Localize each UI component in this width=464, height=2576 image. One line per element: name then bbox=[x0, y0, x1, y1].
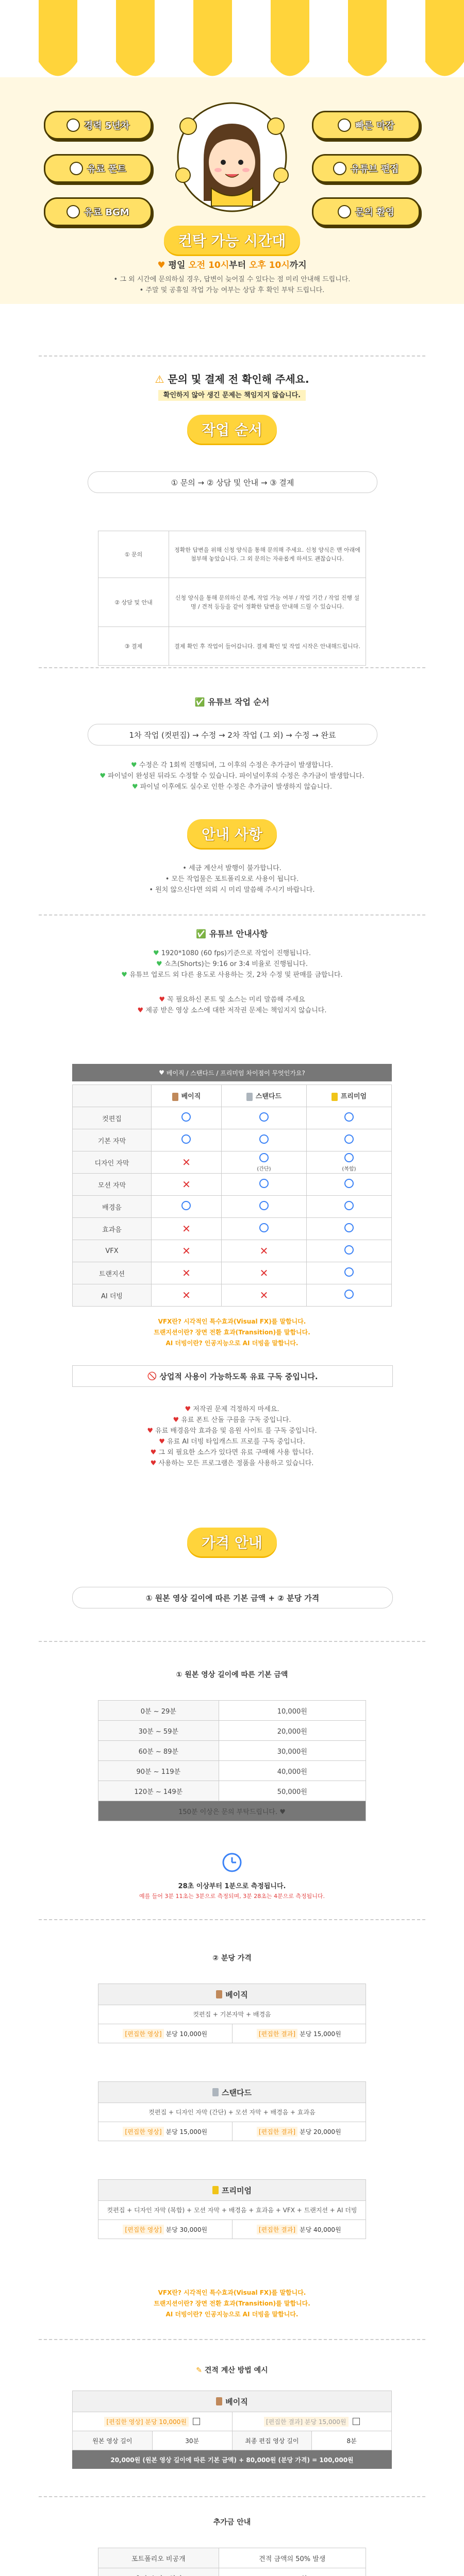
heart-icon: ♥ bbox=[159, 1069, 167, 1076]
circle-o-icon bbox=[344, 1179, 354, 1188]
circle-o-icon bbox=[344, 1223, 354, 1232]
check-icon: ✅ bbox=[194, 697, 205, 707]
heart-icon: ♥ bbox=[132, 783, 138, 791]
heart-icon: ♥ bbox=[150, 1460, 157, 1467]
awning-header bbox=[0, 0, 464, 88]
silver-medal-icon bbox=[246, 1093, 253, 1101]
pill-career: 경력 5년차 bbox=[44, 111, 152, 140]
hero-left-pills bbox=[44, 111, 152, 241]
commercial-lines: ♥ 저작권 문제 걱정하지 마세요. ♥ 유료 폰트 산돌 구름을 구독 중입니다. ♥ 유료 배경음악 효과음 및 음원 사이트 를 구독 중입니다. ♥ 유료 AI 더빙 타입캐스트 프로를 구독 중입니다. ♥ 그 외 필요한 소스가 있다면 유료 구매해 사용 합니다. ♥ 사용하는 모든 프로그램은 정품을 사용하고 있습니다. bbox=[147, 1405, 317, 1467]
cross-x-icon: ✕ bbox=[259, 1267, 269, 1279]
grade-comparison-table bbox=[72, 1084, 392, 1307]
heart-icon: ♥ bbox=[121, 971, 127, 979]
circle-o-icon bbox=[259, 1223, 269, 1232]
work-order-title-wrap bbox=[0, 415, 464, 444]
table-row: 60분 ~ 89분 30,000원 bbox=[98, 1741, 366, 1761]
circle-o-icon bbox=[181, 1112, 191, 1122]
table-row: 배경음 bbox=[73, 1196, 392, 1218]
pencil-icon: ✎ bbox=[196, 2366, 203, 2375]
price-title-wrap bbox=[0, 1528, 464, 1556]
table-row: ③ 결제 결제 확인 후 작업이 들어갑니다. 결제 확인 및 작업 시작은 안내해드립니다. bbox=[98, 627, 366, 666]
guide-title-wrap bbox=[0, 819, 464, 848]
over-note: 28초 이상부터 1분으로 측정됩니다. bbox=[178, 1883, 286, 1890]
cross-x-icon: ✕ bbox=[182, 1267, 191, 1279]
estimate-box: 베이직 [편집한 영상] 분당 10,000원 [편집한 결과] 분당 15,000원 원본 영상 길이 30분 최종 편집 영상 길이 8분 20,000원 (원본 영상 길이에 따른 기본 금액) + 80,000원 (분당 가격) = 100,000원 bbox=[72, 2391, 392, 2469]
circle-o-icon bbox=[181, 1201, 191, 1210]
pill-fast-deadline: 빠른 마감 bbox=[312, 111, 420, 140]
heart-icon: ♥ bbox=[159, 996, 165, 1004]
youtube-order-title: ✅ 유튜브 작업 순서 bbox=[194, 697, 270, 707]
per-min-title: ② 분당 가격 bbox=[212, 1954, 252, 1962]
check-icon: ✅ bbox=[196, 929, 207, 939]
font-icon bbox=[70, 162, 83, 175]
price-title: 가격 안내 bbox=[187, 1528, 277, 1556]
mascot-illustration bbox=[168, 98, 296, 216]
guide-notes: • 세금 계산서 발행이 불가합니다. • 모든 작업물은 포트폴리오로 사용이 됩니다. • 원치 않으신다면 의뢰 시 미리 말씀해 주시기 바랍니다. bbox=[149, 865, 315, 894]
music-icon bbox=[67, 205, 80, 218]
circle-o-icon bbox=[259, 1112, 269, 1122]
table-row: 120분 ~ 149분 50,000원 bbox=[98, 1781, 366, 1801]
no-icon: 🚫 bbox=[147, 1371, 160, 1381]
bronze-medal-icon bbox=[216, 2397, 222, 2405]
over-sub: 예를 들어 3분 11초는 3분으로 측정되며, 3분 28초는 4분으로 측정됩니다. bbox=[139, 1893, 325, 1900]
extra-table bbox=[98, 2548, 366, 2576]
heart-icon: ♥ bbox=[173, 1416, 179, 1424]
youtube-guide-title: ✅ 유튜브 안내사항 bbox=[196, 929, 268, 939]
price-defs: VFX란? 시각적인 특수효과(Visual FX)를 말합니다. 트랜지션이란? 장면 전환 효과(Transition)를 말합니다. AI 더빙이란? 인공지능으로 AI 더빙을 말합니다. bbox=[154, 2289, 310, 2318]
silver-medal-icon bbox=[212, 2088, 219, 2096]
checkbox-checked-icon bbox=[193, 2418, 200, 2425]
gold-medal-icon bbox=[212, 2186, 219, 2194]
circle-o-icon bbox=[259, 1201, 269, 1210]
divider bbox=[39, 1641, 425, 1642]
youtube-order-flow: 1차 작업 (컷편집) → 수정 → 2차 작업 (그 외) → 수정 → 완료 bbox=[88, 724, 377, 745]
table-row: 90분 ~ 119분 40,000원 bbox=[98, 1761, 366, 1781]
divider bbox=[39, 1919, 425, 1920]
divider bbox=[39, 2496, 425, 2497]
extra-title: 추가금 안내 bbox=[213, 2518, 251, 2527]
circle-o-icon bbox=[344, 1201, 354, 1210]
pill-paid-bgm: 유료 BGM bbox=[44, 197, 152, 226]
guide-title: 안내 사항 bbox=[187, 819, 277, 848]
table-row: 0분 ~ 29분 10,000원 bbox=[98, 1701, 366, 1721]
commercial-title-box: 🚫 상업적 사용이 가능하도록 유료 구독 중입니다. bbox=[72, 1365, 393, 1387]
contact-time-title-wrap bbox=[0, 226, 464, 255]
table-row: VFX ✕ ✕ bbox=[73, 1240, 392, 1262]
confirm-notice-sub: 확인하지 않아 생긴 문제는 책임지지 않습니다. bbox=[158, 390, 306, 401]
grade-premium: 프리미엄 컷편집 + 디자인 자막 (복합) + 모션 자막 + 배경음 + 효과음 + VFX + 트랜지션 + AI 더빙 [편집한 영상] 분당 30,000원 [편집한 결과] 분당 40,000원 bbox=[98, 2179, 366, 2239]
table-row: 디자인 자막 ✕ (간단) (복합) bbox=[73, 1151, 392, 1174]
table-header-row: 베이직 스탠다드 프리미엄 bbox=[73, 1085, 392, 1107]
heart-icon: ♥ bbox=[147, 1427, 154, 1435]
cross-x-icon: ✕ bbox=[182, 1156, 191, 1168]
youtube-order-notes: ♥ 수정은 각 1회씩 진행되며, 그 이후의 수정은 추가금이 발생합니다. ♥ 파이널이 완성된 뒤라도 수정할 수 있습니다. 파이널이후의 수정은 추가금이 발생합니다. ♥ 파이널 이후에도 실수로 인한 수정은 추가금이 발생하지 않습니다. bbox=[100, 761, 364, 791]
grade-table-caption: ♥ 베이직 / 스탠다드 / 프리미엄 차이점이 무엇인가요? bbox=[72, 1064, 392, 1081]
cross-x-icon: ✕ bbox=[182, 1223, 191, 1235]
checkbox-empty-icon bbox=[353, 2418, 360, 2425]
heart-icon: ♥ bbox=[156, 960, 162, 968]
estimate-title: ✎ 견적 계산 방법 예시 bbox=[196, 2366, 268, 2375]
career-icon bbox=[67, 118, 80, 132]
heart-icon: ♥ bbox=[100, 772, 106, 780]
circle-o-icon bbox=[259, 1134, 269, 1144]
hero-right-pills bbox=[312, 111, 420, 241]
contact-time-notes: • 그 외 시간에 문의하실 경우, 답변이 늦어질 수 있다는 점 미리 안내해 드립니다. • 주말 및 공휴일 작업 가능 여부는 상담 후 확인 부탁 드립니다. bbox=[113, 276, 351, 294]
pill-inquiry-welcome: 문의 환영 bbox=[312, 197, 420, 226]
play-icon bbox=[333, 162, 346, 175]
divider bbox=[39, 355, 425, 357]
grade-defs: VFX란? 시각적인 특수효과(Visual FX)를 말합니다. 트랜지션이란? 장면 전환 효과(Transition)를 말합니다. AI 더빙이란? 인공지능으로 AI 더빙을 말합니다. bbox=[154, 1318, 310, 1347]
heart-icon: ♥ bbox=[150, 1449, 157, 1456]
circle-o-icon bbox=[344, 1267, 354, 1277]
heart-icon: ♥ bbox=[279, 1808, 286, 1816]
base-price-table bbox=[98, 1700, 366, 1821]
youtube-guide-lines: ♥ 1920*1080 (60 fps)기준으로 작업이 진행됩니다. ♥ 쇼츠(Shorts)는 9:16 or 3:4 비율로 진행됩니다. ♥ 유튜브 업로드 외 다른 용도로 사용하는 것, 2차 수정 및 판매를 금합니다. bbox=[121, 950, 343, 979]
bronze-medal-icon bbox=[172, 1093, 178, 1101]
price-step-box: ① 원본 영상 길이에 따른 기본 금액 + ② 분당 가격 bbox=[72, 1587, 393, 1608]
divider bbox=[39, 914, 425, 916]
chat-icon bbox=[338, 205, 351, 218]
heart-icon: ♥ bbox=[159, 1438, 165, 1446]
warning-icon: ⚠ bbox=[155, 373, 164, 385]
table-row: 모션 자막 ✕ bbox=[73, 1174, 392, 1196]
circle-o-icon bbox=[344, 1134, 354, 1144]
grade-basic: 베이직 컷편집 + 기본자막 + 배경음 [편집한 영상] 분당 10,000원 [편집한 결과] 분당 15,000원 bbox=[98, 1984, 366, 2043]
table-row: ② 상담 및 안내 신청 양식을 통해 문의하신 분께, 작업 가능 여부 / 작업 기간 / 작업 진행 설명 / 견적 등등을 같이 정확한 답변을 안내해 드릴 수 있습니다. bbox=[98, 578, 366, 627]
divider bbox=[39, 2339, 425, 2340]
circle-o-icon bbox=[344, 1153, 354, 1162]
work-order-title: 작업 순서 bbox=[187, 415, 277, 444]
heart-icon: ♥ bbox=[153, 950, 159, 957]
cross-x-icon: ✕ bbox=[259, 1289, 269, 1301]
pill-paid-font: 유료 폰트 bbox=[44, 154, 152, 183]
circle-o-icon bbox=[344, 1290, 354, 1299]
circle-o-icon bbox=[259, 1153, 269, 1162]
table-row bbox=[98, 2568, 366, 2576]
contact-time-main: ♥ 평일 오전 10시부터 오후 10시까지 bbox=[157, 260, 307, 270]
base-price-title: ① 원본 영상 길이에 따른 기본 금액 bbox=[176, 1671, 288, 1679]
cross-x-icon: ✕ bbox=[182, 1289, 191, 1301]
heart-icon: ♥ bbox=[185, 1405, 191, 1413]
circle-o-icon bbox=[181, 1134, 191, 1144]
confirm-notice-sub-wrap bbox=[0, 389, 464, 399]
heart-icon: ♥ bbox=[131, 761, 137, 769]
table-row: 효과음 ✕ bbox=[73, 1218, 392, 1240]
confirm-notice-title: ⚠ 문의 및 결제 전 확인해 주세요. bbox=[155, 373, 309, 385]
cross-x-icon: ✕ bbox=[182, 1245, 191, 1257]
circle-o-icon bbox=[344, 1245, 354, 1255]
cross-x-icon: ✕ bbox=[259, 1245, 269, 1257]
gold-medal-icon bbox=[332, 1093, 338, 1101]
grade-standard: 스탠다드 컷편집 + 디자인 자막 (간단) + 모션 자막 + 배경음 + 효과음 [편집한 영상] 분당 15,000원 [편집한 결과] 분당 20,000원 bbox=[98, 2081, 366, 2141]
circle-o-icon bbox=[344, 1112, 354, 1122]
table-row: ① 문의 정확한 답변을 위해 신청 양식을 통해 문의해 주세요. 신청 양식은 맨 아래에 첨부해 놓았습니다. 그 외 문의는 자유롭게 하셔도 괜찮습니다. bbox=[98, 531, 366, 578]
table-row: 150분 이상은 문의 부탁드립니다. ♥ bbox=[98, 1801, 366, 1821]
cross-x-icon: ✕ bbox=[182, 1178, 191, 1191]
bronze-medal-icon bbox=[216, 1990, 222, 1998]
table-row: 30분 ~ 59분 20,000원 bbox=[98, 1721, 366, 1741]
contact-time-title: 컨탁 가능 시간대 bbox=[164, 226, 301, 255]
circle-o-icon bbox=[259, 1179, 269, 1188]
table-row: 컷편집 bbox=[73, 1107, 392, 1129]
divider bbox=[39, 667, 425, 668]
work-order-table bbox=[98, 531, 366, 666]
youtube-guide-copyright: ♥ 꼭 필요하신 폰트 및 소스는 미리 말씀해 주세요 ♥ 제공 받은 영상 소스에 대한 저작권 문제는 책임지지 않습니다. bbox=[137, 996, 327, 1014]
table-row: 트랜지션 ✕ ✕ bbox=[73, 1262, 392, 1284]
table-row: 포트폴리오 비공개 견적 금액의 50% 발생 bbox=[98, 2548, 366, 2568]
table-row: AI 더빙 ✕ ✕ bbox=[73, 1284, 392, 1307]
table-row: 기본 자막 bbox=[73, 1129, 392, 1151]
clock-icon bbox=[222, 1852, 242, 1873]
heart-icon: ♥ bbox=[157, 260, 165, 270]
heart-icon: ♥ bbox=[137, 1007, 144, 1014]
work-order-steps: ① 문의 → ② 상담 및 안내 → ③ 결제 bbox=[88, 471, 377, 493]
clock-icon bbox=[338, 118, 351, 132]
pill-youtube-edit: 유튜브 편집 bbox=[312, 154, 420, 183]
